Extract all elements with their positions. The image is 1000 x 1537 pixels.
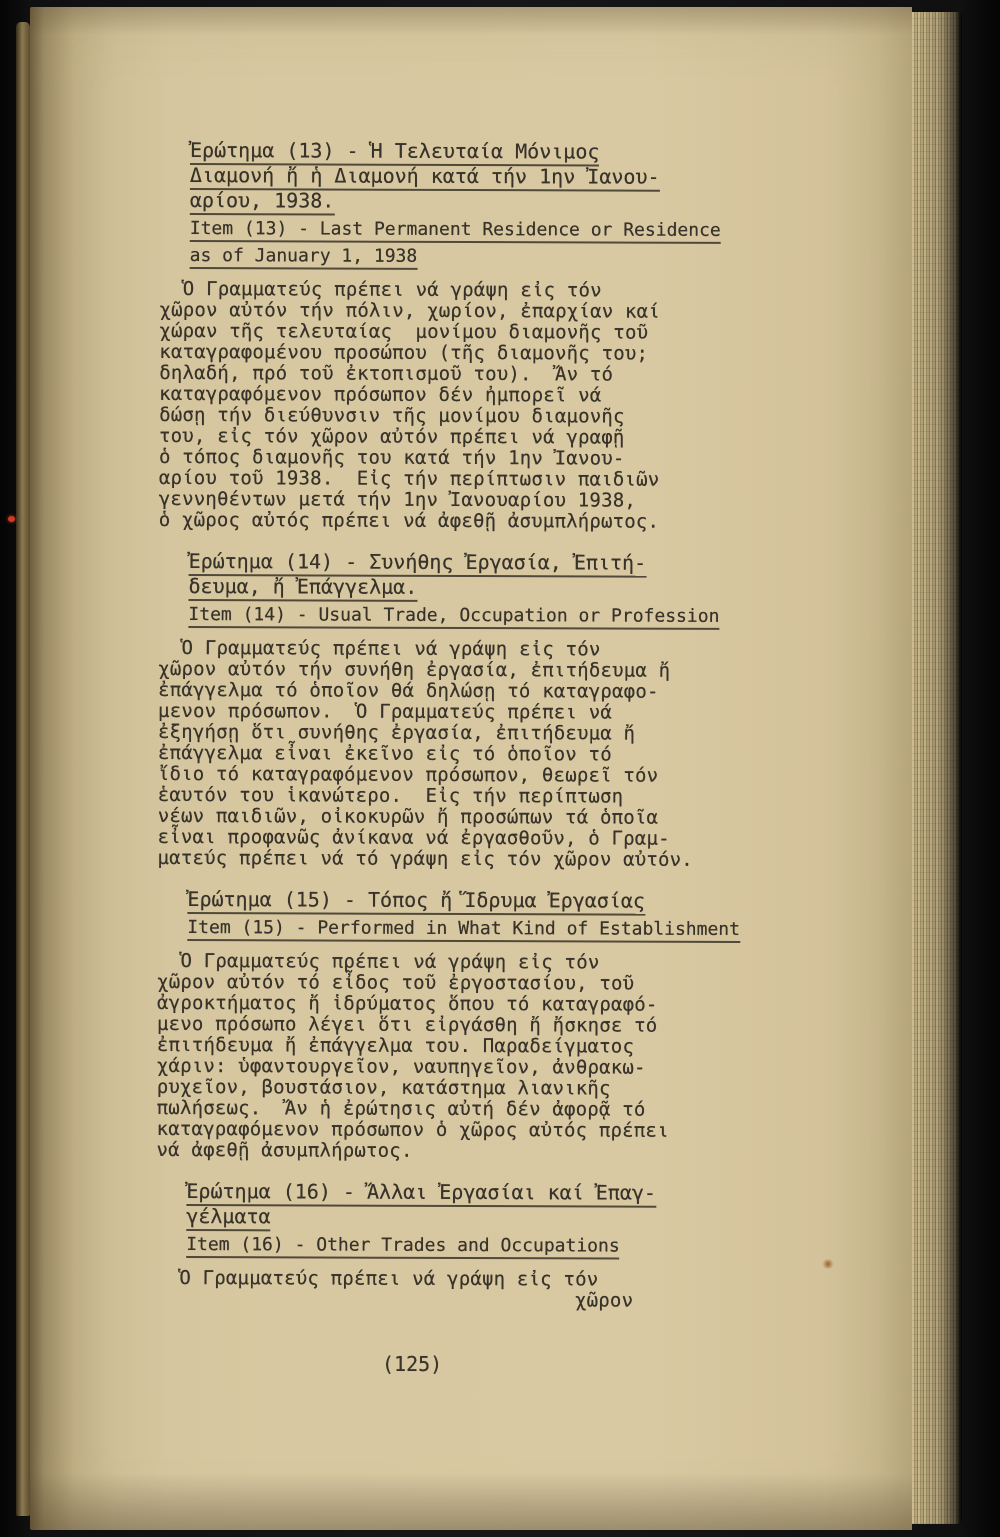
paper-stain-mark bbox=[822, 1259, 834, 1269]
heading-text: αρίου, 1938. bbox=[190, 188, 335, 216]
heading-line bbox=[190, 163, 764, 190]
heading-text: Ἐρώτημα (15) - Τόπος ἤ Ἵδρυμα Ἐργασίας bbox=[187, 887, 645, 916]
previous-page-edge bbox=[16, 22, 30, 1516]
heading-line bbox=[188, 601, 762, 630]
english-heading bbox=[190, 215, 764, 271]
english-heading bbox=[187, 914, 761, 943]
heading-line bbox=[187, 887, 761, 914]
red-dot-mark bbox=[8, 516, 15, 522]
heading-text: Διαμονή ἤ ἡ Διαμονή κατά τήν 1ην Ἰανου- bbox=[190, 163, 660, 192]
section-body: Ὁ Γραμματεύς πρέπει νά γράψη εἰς τόν χῶρον αὐτόν τήν πόλιν, χωρίον, ἐπαρχίαν καί χώραν τῆς τελευταίας μονίμου διαμονῆς τοῦ καταγραφομένου προσώπου (τῆς διαμονῆς του; δηλαδή, πρό τοῦ ἐκτοπισμοῦ του). Ἄν τό καταγραφόμενον πρόσωπον δέν ἠμπορεῖ νά δώσῃ τήν διεύθυνσιν τῆς μονίμου διαμονῆς του, εἰς τόν χῶρον αὐτόν πρέπει νά γραφῇ ὁ τόπος διαμονῆς του κατά τήν 1ην Ἰανου- αρίου τοῦ 1938. Εἰς τήν περίπτωσιν παιδιῶν γεννηθέντων μετά τήν 1ην Ἰανουαρίου 1938, ὁ χῶρος αὐτός πρέπει νά ἀφεθῇ ἀσυμπλήρωτος. bbox=[158, 277, 660, 533]
page-text-block bbox=[156, 138, 764, 1330]
greek-heading bbox=[188, 549, 762, 601]
heading-line bbox=[190, 138, 764, 165]
english-heading bbox=[186, 1231, 760, 1260]
heading-line bbox=[190, 215, 764, 244]
heading-text: γέλματα bbox=[186, 1204, 270, 1231]
heading-line bbox=[190, 242, 764, 271]
book-page bbox=[30, 7, 912, 1530]
section-item-13 bbox=[159, 138, 764, 533]
page-number: (125) bbox=[382, 1352, 443, 1376]
heading-line bbox=[189, 549, 763, 576]
heading-line bbox=[190, 188, 764, 215]
section-item-15 bbox=[157, 887, 762, 1163]
heading-text: Ἐρώτημα (13) - Ἡ Τελευταία Μόνιμος bbox=[190, 138, 599, 166]
heading-line bbox=[186, 1179, 760, 1206]
heading-text: Item (14) - Usual Trade, Occupation or Profession bbox=[188, 604, 719, 630]
heading-text: Item (13) - Last Permanent Residence or Residence bbox=[190, 218, 721, 244]
stacked-page-edges bbox=[912, 12, 962, 1524]
heading-text: as of January 1, 1938 bbox=[190, 245, 418, 270]
heading-text: Ἐρώτημα (14) - Συνήθης Ἐργασία, Ἐπιτή- bbox=[189, 549, 647, 578]
greek-heading bbox=[190, 138, 764, 215]
heading-text: Item (16) - Other Trades and Occupations bbox=[186, 1234, 620, 1260]
heading-text: Ἐρώτημα (16) - Ἄλλαι Ἐργασίαι καί Ἐπαγ- bbox=[186, 1179, 656, 1208]
section-item-16 bbox=[156, 1179, 760, 1312]
greek-heading bbox=[186, 1179, 760, 1231]
heading-text: δευμα, ἤ Ἐπάγγελμα. bbox=[188, 574, 417, 602]
heading-line bbox=[188, 574, 762, 601]
heading-line bbox=[186, 1204, 760, 1231]
section-body: Ὁ Γραμματεύς πρέπει νά γράψη εἰς τόν χῶρον bbox=[155, 1266, 634, 1312]
greek-heading bbox=[187, 887, 761, 914]
heading-line bbox=[187, 914, 761, 943]
section-body: Ὁ Γραμματεύς πρέπει νά γράψη εἰς τόν χῶρον αὐτόν τό εἶδος τοῦ ἐργοστασίου, τοῦ ἀγροκτήματος ἤ ἱδρύματος ὅπου τό καταγραφό- μενο πρόσωπο λέγει ὅτι εἰργάσθη ἤ ἤσκησε τό ἐπιτήδευμα ἤ ἐπάγγελμα του. Παραδείγματος χάριν: ὑφαντουργεῖον, ναυπηγεῖον, ἀνθρακω- ρυχεῖον, βουστάσιον, κατάστημα λιανικῆς πωλήσεως. Ἄν ἡ ἐρώτησις αὐτή δέν ἀφορᾷ τό καταγραφόμενον πρόσωπον ὁ χῶρος αὐτός πρέπει νά ἀφεθῇ ἀσυμπλήρωτος. bbox=[156, 949, 669, 1162]
english-heading bbox=[188, 601, 762, 630]
heading-text: Item (15) - Performed in What Kind of Establishment bbox=[187, 917, 740, 943]
heading-line bbox=[186, 1231, 760, 1260]
section-body: Ὁ Γραμματεύς πρέπει νά γράψη εἰς τόν χῶρον αὐτόν τήν συνήθη ἐργασία, ἐπιτήδευμα ἤ ἐπάγγελμα τό ὁποῖον θά δηλώσῃ τό καταγραφο- μενον πρόσωπον. Ὁ Γραμματεύς πρέπει νά ἐξηγήσῃ ὅτι συνήθης ἐργασία, ἐπιτήδευμα ἤ ἐπάγγελμα εἶναι ἐκεῖνο εἰς τό ὁποῖον τό ἴδιο τό καταγραφόμενον πρόσωπον, θεωρεῖ τόν ἑαυτόν του ἱκανώτερο. Εἰς τήν περίπτωση νέων παιδιῶν, οἰκοκυρῶν ἤ προσώπων τά ὁποῖα εἶναι προφανῶς ἀνίκανα νά ἐργασθοῦν, ὁ Γραμ- ματεύς πρέπει νά τό γράψη εἰς τόν χῶρον αὐτόν. bbox=[157, 636, 694, 871]
section-item-14 bbox=[158, 549, 763, 871]
